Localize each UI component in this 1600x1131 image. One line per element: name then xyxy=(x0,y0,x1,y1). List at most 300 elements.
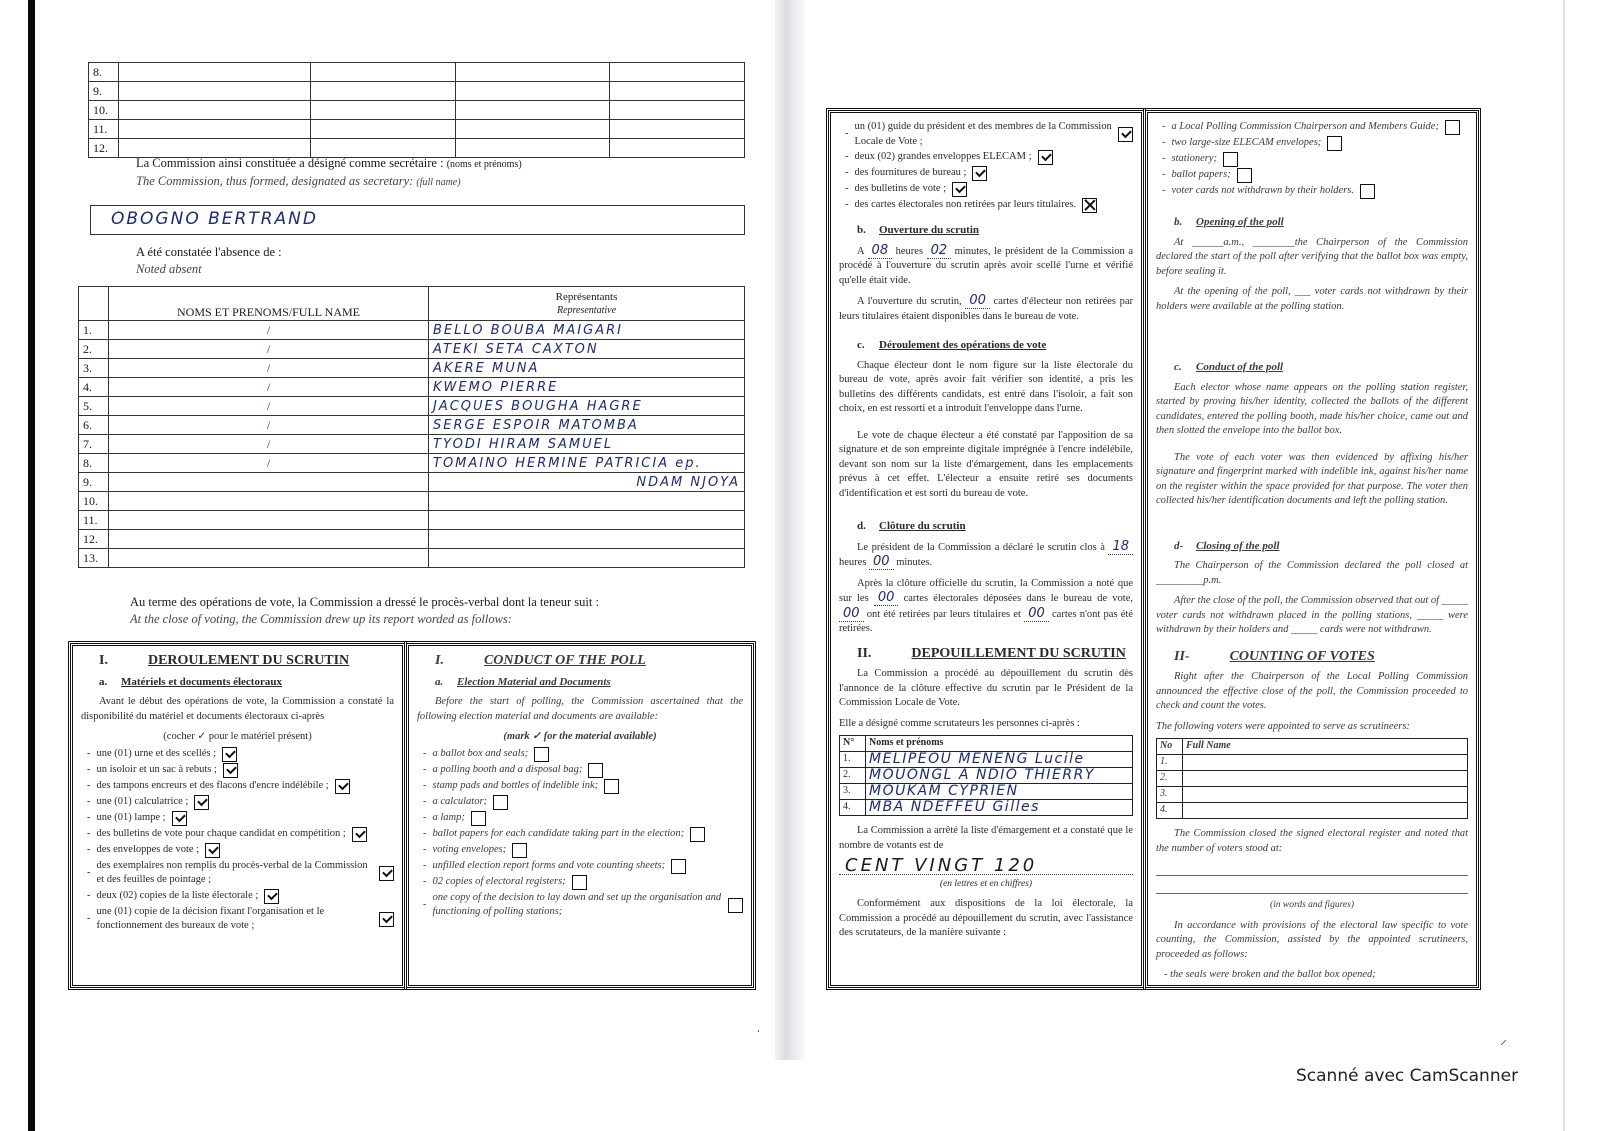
materials-intro-fr: Avant le début des opérations de vote, la Commission a constaté la disponibilité du matériel et documents électoraux ci-après xyxy=(81,696,394,722)
subsection-letter: d- xyxy=(1174,539,1184,552)
table-row xyxy=(1157,755,1468,771)
section2-fr-heading xyxy=(857,647,1133,662)
section1-en-box xyxy=(406,643,754,988)
bullet: - xyxy=(1162,185,1166,197)
checklist-item xyxy=(423,827,743,842)
checklist-item xyxy=(423,859,743,874)
absence-label xyxy=(136,244,282,278)
text: cartes d'électeur non retirées par leurs titulaires étaient disponibles dans le bureau de vote. xyxy=(839,296,1134,322)
row-number: 13. xyxy=(79,549,109,568)
subsection-title: Closing of the poll xyxy=(1196,539,1280,552)
bullet: - xyxy=(423,827,427,839)
checkbox-empty-icon[interactable] xyxy=(671,859,686,874)
table-row xyxy=(79,549,745,568)
scan-speck: ⸝ xyxy=(1500,1033,1507,1048)
table-cell[interactable] xyxy=(311,82,456,101)
checklist-item xyxy=(87,795,394,810)
row-number: 10. xyxy=(89,101,119,120)
table-row xyxy=(1157,787,1468,803)
row-number: 1. xyxy=(1157,755,1183,771)
table-cell[interactable] xyxy=(118,82,311,101)
table-cell[interactable] xyxy=(610,101,745,120)
text: heures xyxy=(895,245,924,257)
bullet: - xyxy=(87,866,91,878)
checkbox-checked-icon[interactable] xyxy=(172,811,187,826)
voters-count-line-2[interactable] xyxy=(1156,880,1468,894)
closing-p2-en: After the close of the poll, the Commission observed that out of _____ voter cards not withdrawn placed in the polling stations, _____ were withdrawn by their holders and _____ cards were not withdrawn. xyxy=(1156,595,1468,635)
row-number: 11. xyxy=(79,511,109,530)
row-number: 2. xyxy=(79,340,109,359)
scrutineers-table-fr xyxy=(839,735,1133,816)
table-row xyxy=(79,340,745,359)
representative-cell[interactable]: TYODI HIRAM SAMUEL xyxy=(429,435,745,454)
representative-cell[interactable]: KWEMO PIERRE xyxy=(429,378,745,397)
subsection-title: Conduct of the poll xyxy=(1196,361,1284,373)
row-number: 4. xyxy=(79,378,109,397)
bullet: - xyxy=(423,859,427,871)
opening-cards-fr xyxy=(839,294,1133,324)
voters-count-field[interactable]: CENT VINGT 120 xyxy=(839,859,1133,875)
bullet: - xyxy=(423,875,427,887)
counting-p1-fr: La Commission a procédé au dépouillement du scrutin dès l'annonce de la clôture effective du scrutin par le Président de la Commission Locale de Vote. xyxy=(839,668,1133,708)
voters-count-line-1[interactable] xyxy=(1156,862,1468,876)
row-number: 12. xyxy=(79,530,109,549)
checklist-item xyxy=(423,763,743,778)
opening-cards-field[interactable]: 00 xyxy=(965,293,990,309)
table-row xyxy=(79,397,745,416)
section1-fr-heading xyxy=(99,654,394,669)
row-number: 12. xyxy=(89,139,119,158)
page-right-edge xyxy=(1563,0,1565,1131)
checkbox-checked-icon[interactable] xyxy=(1118,127,1133,142)
bullet: - xyxy=(845,151,849,163)
section-title: CONDUCT OF THE POLL xyxy=(483,653,646,668)
representative-cell[interactable]: SERGE ESPOIR MATOMBA xyxy=(429,416,745,435)
representative-cell[interactable] xyxy=(429,549,745,568)
section2-en-heading xyxy=(1174,650,1468,665)
checklist-item xyxy=(423,779,743,794)
checkbox-empty-icon[interactable] xyxy=(604,779,619,794)
conduct-p1-fr: Chaque électeur dont le nom figure sur la liste électorale du bureau de vote, après avoir fait vérifier son identité, a pris les bulletins des différents candidats, est entré dans l'isoloir, a fait son choix, en est ressorti et a introduit l'enveloppe dans l'urne. xyxy=(839,359,1133,414)
right-fr-box xyxy=(828,110,1144,988)
cards-total-field[interactable]: 00 xyxy=(874,590,899,606)
scrutineer-name-cell[interactable]: MOUKAM CYPRIEN xyxy=(866,784,1133,800)
scrutineer-name-cell[interactable]: MELIPEOU MENENG Lucile xyxy=(866,752,1133,768)
absent-name-cell[interactable]: / xyxy=(109,454,429,473)
scan-speck: ˌ xyxy=(756,1018,761,1033)
subsection-letter: d. xyxy=(857,520,866,532)
checklist-item xyxy=(87,779,394,794)
materials-instruction-en: (mark ✓ for the material available) xyxy=(503,731,657,742)
checkbox-empty-icon[interactable] xyxy=(471,811,486,826)
absence-table xyxy=(78,286,745,568)
checklist-label: des fournitures de bureau ; xyxy=(854,167,967,179)
bullet: - xyxy=(845,167,849,179)
checklist-label: stationery; xyxy=(1171,153,1217,165)
bullet: - xyxy=(423,747,427,759)
row-number: 9. xyxy=(89,82,119,101)
counting-procedure-en: In accordance with provisions of the electoral law specific to vote counting, the Commission, assisted by the appointed scrutineers, proceeded as follows: xyxy=(1156,919,1468,960)
table-cell[interactable] xyxy=(610,82,745,101)
checklist-label: a calculator; xyxy=(432,795,488,807)
subsection-letter: c. xyxy=(1174,361,1182,373)
checklist-item xyxy=(1162,136,1468,151)
absence-col-rep-en: Representative xyxy=(556,304,617,316)
checkbox-empty-icon[interactable] xyxy=(572,875,587,890)
checklist-label: un isoloir et un sac à rebuts ; xyxy=(96,763,217,775)
bullet: - xyxy=(87,763,91,775)
checklist-label: one copy of the decision to lay down and set up the organisation and functioning of polling stations; xyxy=(432,891,722,917)
table-cell[interactable] xyxy=(610,139,745,158)
bullet: - xyxy=(1162,121,1166,133)
table-cell[interactable] xyxy=(455,82,609,101)
section-title: DEROULEMENT DU SCRUTIN xyxy=(147,653,350,668)
checklist-item xyxy=(87,827,394,842)
checklist-item xyxy=(423,843,743,858)
checkbox-empty-icon[interactable] xyxy=(690,827,705,842)
checkbox-checked-icon[interactable] xyxy=(335,779,350,794)
checkbox-empty-icon[interactable] xyxy=(1237,168,1252,183)
checklist-item xyxy=(423,795,743,810)
counting-p2-fr: Elle a désigné comme scrutateurs les personnes ci-après : xyxy=(839,717,1080,729)
absent-name-cell[interactable] xyxy=(109,549,429,568)
row-number: 8. xyxy=(89,63,119,82)
scrutineer-name-cell[interactable]: MBA NDEFFEU Gilles xyxy=(866,800,1133,816)
row-number: 10. xyxy=(79,492,109,511)
text: cartes électorales déposées dans le bureau de vote, xyxy=(903,593,1134,604)
row-number: 11. xyxy=(89,120,119,139)
representative-cell[interactable]: ATEKI SETA CAXTON xyxy=(429,340,745,359)
section-number: II- xyxy=(1174,648,1190,664)
members-table-continued xyxy=(88,62,745,158)
checklist-label: a lamp; xyxy=(432,811,465,823)
subsection-letter: c. xyxy=(857,339,865,351)
materials-list-en xyxy=(417,747,743,920)
checklist-label: a ballot box and seals; xyxy=(432,747,529,759)
scrutineer-name-cell[interactable] xyxy=(1183,771,1468,787)
section-number: I. xyxy=(435,653,444,668)
scrutineers-col-num: No xyxy=(1157,739,1183,755)
section1-en-heading xyxy=(435,654,743,669)
table-row xyxy=(89,101,745,120)
row-number: 3. xyxy=(79,359,109,378)
checklist-label: stamp pads and bottles of indelible ink; xyxy=(432,779,599,791)
subsection-letter: b. xyxy=(1174,216,1183,228)
checklist-label: a polling booth and a disposal bag; xyxy=(432,763,583,775)
checkbox-empty-icon[interactable] xyxy=(493,795,508,810)
table-row xyxy=(79,378,745,397)
checklist-label: une (01) lampe ; xyxy=(96,811,166,823)
checkbox-checked-icon[interactable] xyxy=(379,912,394,927)
subsection-a-en xyxy=(435,675,743,690)
absence-label-en: Noted absent xyxy=(136,262,202,276)
checklist-item xyxy=(845,182,1133,197)
table-cell[interactable] xyxy=(311,120,456,139)
bullet: - xyxy=(87,747,91,759)
checkbox-empty-icon[interactable] xyxy=(534,747,549,762)
counting-p2-en: The following voters were appointed to serve as scrutineers: xyxy=(1156,720,1410,732)
subsection-title: Déroulement des opérations de vote xyxy=(879,339,1047,351)
scrutineer-name-cell[interactable]: MOUONGL A NDIO THIERRY xyxy=(866,768,1133,784)
report-intro-fr: Au terme des opérations de vote, la Commission a dressé le procès-verbal dont la teneur suit : xyxy=(130,595,599,609)
closing-cards-fr xyxy=(839,577,1133,637)
table-row xyxy=(89,63,745,82)
checkbox-checked-icon[interactable] xyxy=(194,795,209,810)
checkbox-empty-icon[interactable] xyxy=(728,898,743,913)
absence-col-rep xyxy=(429,287,745,321)
representative-cell[interactable]: JACQUES BOUGHA HAGRE xyxy=(429,397,745,416)
table-row xyxy=(79,530,745,549)
representative-cell[interactable]: BELLO BOUBA MAIGARI xyxy=(429,321,745,340)
checklist-label: une (01) urne et des scellés ; xyxy=(96,747,217,759)
checklist-label: voting envelopes; xyxy=(432,843,507,855)
counting-p1-en: Right after the Chairperson of the Local Polling Commission announced the effective close of the poll, the Commission proceeded to check and count the votes. xyxy=(1156,671,1468,711)
closing-time-fr xyxy=(839,540,1133,571)
table-cell[interactable] xyxy=(455,101,609,120)
subsection-title: Election Material and Documents xyxy=(457,675,611,688)
table-row xyxy=(840,800,1133,816)
checkbox-crossed-icon[interactable] xyxy=(1082,198,1097,213)
absent-name-cell[interactable]: / xyxy=(109,435,429,454)
checklist-label: unfilled election report forms and vote counting sheets; xyxy=(432,859,666,871)
checklist-label: des bulletins de vote ; xyxy=(854,183,947,195)
table-row xyxy=(89,82,745,101)
checklist-item xyxy=(423,891,743,920)
secretary-label-fr: La Commission ainsi constituée a désigné comme secrétaire : xyxy=(136,156,444,170)
checklist-label: des bulletins de vote pour chaque candidat en compétition ; xyxy=(96,827,346,839)
absent-name-cell[interactable]: / xyxy=(109,397,429,416)
counting-procedure-fr: Conformément aux dispositions de la loi électorale, la Commission a procédé au dépouillement du scrutin, avec l'assistance des scrutateurs, de la manière suivante : xyxy=(839,898,1133,938)
conduct-p2-fr: Le vote de chaque électeur a été constaté par l'apposition de sa signature et de son empreinte digitale imprégnée à l'encre indélébile, devant son nom sur la liste d'émargement, dans les emplacements prévus à cet effet. L'électeur a ensuite retiré ses documents d'identification et est sorti du bureau de vote. xyxy=(839,429,1133,499)
bullet: - xyxy=(423,795,427,807)
opening-p2-en: At the opening of the poll, ___ voter cards not withdrawn by their holders were available at the polling station. xyxy=(1156,286,1468,312)
table-cell[interactable] xyxy=(455,120,609,139)
checkbox-checked-icon[interactable] xyxy=(223,763,238,778)
closing-minutes-field[interactable]: 00 xyxy=(869,554,894,570)
subsection-d-fr xyxy=(857,519,1133,534)
bullet: - xyxy=(1162,153,1166,165)
materials-list-fr-continued xyxy=(839,120,1133,213)
table-row xyxy=(79,416,745,435)
scrutineer-name-cell[interactable] xyxy=(1183,755,1468,771)
checkbox-empty-icon[interactable] xyxy=(1445,120,1460,135)
scrutineer-name-cell[interactable] xyxy=(1183,803,1468,819)
checkbox-checked-icon[interactable] xyxy=(379,866,394,881)
text: cartes n'ont pas été retirées. xyxy=(839,608,1134,634)
bullet: - xyxy=(845,183,849,195)
checkbox-checked-icon[interactable] xyxy=(952,182,967,197)
page-fold xyxy=(775,0,805,1060)
text: minutes, le président de la Commission a procédé à l'ouverture du scrutin après avoir scellé l'urne et vérifié qu'elle était vide. xyxy=(839,245,1134,286)
representative-cell[interactable] xyxy=(429,530,745,549)
checklist-label: des exemplaires non remplis du procès-verbal de la Commission et des feuilles de pointage ; xyxy=(96,859,368,885)
report-intro xyxy=(130,594,599,628)
bullet: - xyxy=(87,912,91,924)
section-number: I. xyxy=(99,653,108,668)
table-row xyxy=(1157,803,1468,819)
checklist-item xyxy=(87,859,394,888)
materials-list-en-continued xyxy=(1156,120,1468,199)
absence-col-name: NOMS ET PRENOMS/FULL NAME xyxy=(109,287,429,321)
table-row xyxy=(79,454,745,473)
closing-p1-en: The Chairperson of the Commission declared the poll closed at _________p.m. xyxy=(1156,560,1468,586)
row-number: 4. xyxy=(1157,803,1183,819)
absent-name-cell[interactable]: / xyxy=(109,321,429,340)
voters-count-label-en: The Commission closed the signed electoral register and noted that the number of voters stood at: xyxy=(1156,828,1468,854)
bullet: - xyxy=(87,811,91,823)
text: A xyxy=(857,245,865,257)
representative-cell[interactable]: NDAM NJOYA xyxy=(429,473,745,492)
counting-step-1-en: - the seals were broken and the ballot box opened; xyxy=(1164,969,1376,980)
checkbox-checked-icon[interactable] xyxy=(264,889,279,904)
bullet: - xyxy=(1162,169,1166,181)
scrutineers-table-en xyxy=(1156,738,1468,819)
checklist-item xyxy=(1162,184,1468,199)
scrutineers-col-name: Full Name xyxy=(1183,739,1468,755)
opening-paragraph-fr xyxy=(839,244,1133,289)
row-number: 1. xyxy=(79,321,109,340)
cards-not-withdrawn-field[interactable]: 00 xyxy=(1024,606,1049,622)
bullet: - xyxy=(87,889,91,901)
checklist-item xyxy=(1162,120,1468,135)
table-row xyxy=(79,321,745,340)
table-cell[interactable] xyxy=(610,120,745,139)
closing-hours-field[interactable]: 18 xyxy=(1108,539,1133,555)
checklist-label: des enveloppes de vote ; xyxy=(96,843,200,855)
table-cell[interactable] xyxy=(118,63,311,82)
text: heures xyxy=(839,557,867,568)
table-row xyxy=(79,359,745,378)
representative-cell[interactable]: AKERE MUNA xyxy=(429,359,745,378)
row-number: 8. xyxy=(79,454,109,473)
cards-withdrawn-field[interactable]: 00 xyxy=(839,606,864,622)
subsection-title: Ouverture du scrutin xyxy=(879,224,980,236)
absent-name-cell[interactable] xyxy=(109,511,429,530)
bullet: - xyxy=(1162,137,1166,149)
checklist-item xyxy=(87,905,394,934)
table-cell[interactable] xyxy=(118,120,311,139)
subsection-letter: a. xyxy=(435,675,444,688)
row-number: 3. xyxy=(840,784,866,800)
report-intro-en: At the close of voting, the Commission drew up its report worded as follows: xyxy=(130,612,512,626)
checkbox-checked-icon[interactable] xyxy=(205,843,220,858)
absent-name-cell[interactable] xyxy=(109,530,429,549)
secretary-field[interactable] xyxy=(90,205,745,235)
row-number: 2. xyxy=(1157,771,1183,787)
table-cell[interactable] xyxy=(610,63,745,82)
checkbox-empty-icon[interactable] xyxy=(588,763,603,778)
bullet: - xyxy=(87,779,91,791)
checkbox-checked-icon[interactable] xyxy=(222,747,237,762)
table-row xyxy=(840,784,1133,800)
section-title: COUNTING OF VOTES xyxy=(1229,648,1375,664)
secretary-hint-fr: (noms et prénoms) xyxy=(446,159,522,170)
table-cell[interactable] xyxy=(455,63,609,82)
checklist-label: two large-size ELECAM envelopes; xyxy=(1171,137,1322,149)
checklist-item xyxy=(1162,152,1468,167)
subsection-letter: a. xyxy=(99,675,108,688)
subsection-title: Matériels et documents électoraux xyxy=(121,675,282,688)
table-cell[interactable] xyxy=(118,101,311,120)
absent-name-cell[interactable]: / xyxy=(109,359,429,378)
checklist-item xyxy=(845,198,1133,213)
checkbox-empty-icon[interactable] xyxy=(1360,184,1375,199)
row-number: 9. xyxy=(79,473,109,492)
subsection-b-fr xyxy=(857,223,1133,238)
checkbox-checked-icon[interactable] xyxy=(972,166,987,181)
bullet: - xyxy=(423,811,427,823)
table-cell[interactable] xyxy=(311,101,456,120)
checklist-item xyxy=(87,889,394,904)
absent-name-cell[interactable] xyxy=(109,473,429,492)
bullet: - xyxy=(423,843,427,855)
opening-p1-en: At ______a.m., ________the Chairperson of the Commission declared the start of the poll after verifying that the ballot box was empty, before sealing it. xyxy=(1156,236,1468,277)
checklist-label: deux (02) grandes enveloppes ELECAM ; xyxy=(854,151,1032,163)
conduct-p1-en: Each elector whose name appears on the polling station register, started by proving his/her identity, collected the ballots of the different candidates, entered the polling booth, made his/her choice, came out and then slotted the envelope into the ballot box. xyxy=(1156,381,1468,436)
voters-count-hint-fr: (en lettres et en chiffres) xyxy=(939,878,1033,889)
checkbox-empty-icon[interactable] xyxy=(1327,136,1342,151)
representative-cell[interactable] xyxy=(429,492,745,511)
checklist-item xyxy=(845,120,1133,149)
absent-name-cell[interactable]: / xyxy=(109,340,429,359)
row-number: 1. xyxy=(840,752,866,768)
row-number: 7. xyxy=(79,435,109,454)
opening-hours-field[interactable]: 08 xyxy=(868,243,893,259)
bullet: - xyxy=(423,763,427,775)
checklist-label: ballot papers; xyxy=(1171,169,1231,181)
camscanner-watermark: Scanné avec CamScanner xyxy=(1296,1066,1519,1086)
table-cell[interactable] xyxy=(311,63,456,82)
text: Le président de la Commission a déclaré le scrutin clos à xyxy=(857,541,1105,553)
checklist-label: un (01) guide du président et des membres de la Commission Locale de Vote ; xyxy=(854,121,1112,147)
text: A l'ouverture du scrutin, xyxy=(857,296,962,307)
checkbox-checked-icon[interactable] xyxy=(1038,150,1053,165)
representative-cell[interactable]: TOMAINO HERMINE PATRICIA ep. xyxy=(429,454,745,473)
table-row xyxy=(79,492,745,511)
representative-cell[interactable] xyxy=(429,511,745,530)
checklist-label: ballot papers for each candidate taking part in the election; xyxy=(432,827,685,839)
checklist-item xyxy=(845,150,1133,165)
subsection-c-fr xyxy=(857,338,1133,353)
secretary-hint-en: (full name) xyxy=(416,177,461,188)
scrutineer-name-cell[interactable] xyxy=(1183,787,1468,803)
section-title: DEPOUILLEMENT DU SCRUTIN xyxy=(911,645,1126,661)
right-en-box xyxy=(1145,110,1479,988)
checkbox-empty-icon[interactable] xyxy=(512,843,527,858)
subsection-a-fr xyxy=(99,675,394,690)
scan-left-edge xyxy=(28,0,35,1131)
absent-name-cell[interactable] xyxy=(109,492,429,511)
subsection-d-en xyxy=(1174,539,1468,554)
checklist-item xyxy=(87,843,394,858)
checkbox-checked-icon[interactable] xyxy=(352,827,367,842)
subsection-title: Opening of the poll xyxy=(1196,216,1284,228)
checklist-item xyxy=(1162,168,1468,183)
row-number: 2. xyxy=(840,768,866,784)
checklist-label: des tampons encreurs et des flacons d'encre indélébile ; xyxy=(96,779,329,791)
bullet: - xyxy=(87,795,91,807)
materials-list-fr xyxy=(81,747,394,934)
opening-minutes-field[interactable]: 02 xyxy=(927,243,952,259)
absent-name-cell[interactable]: / xyxy=(109,378,429,397)
checkbox-empty-icon[interactable] xyxy=(1223,152,1238,167)
table-row xyxy=(79,435,745,454)
checklist-item xyxy=(87,811,394,826)
absent-name-cell[interactable]: / xyxy=(109,416,429,435)
secretary-label xyxy=(136,155,522,191)
table-row xyxy=(89,120,745,139)
materials-instruction-fr: (cocher ✓ pour le matériel présent) xyxy=(163,731,312,742)
